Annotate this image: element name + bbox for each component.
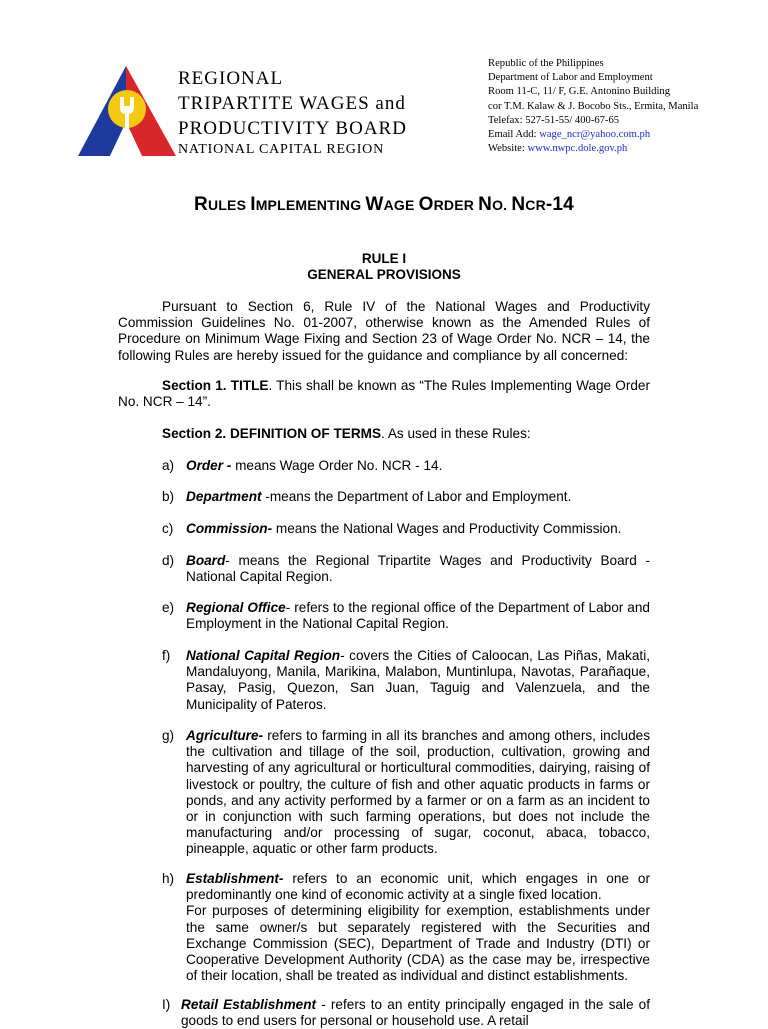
definition-term: Order - [186, 458, 232, 473]
contact-line-1: Republic of the Philippines [488, 58, 604, 69]
definition-term: Department [186, 489, 262, 504]
contact-email-row [488, 128, 698, 142]
definition-term: Commission- [186, 521, 273, 536]
contact-line-4: cor T.M. Kalaw & J. Bocobo Sts., Ermita, Manila [488, 100, 699, 112]
definition-term: Board [186, 553, 226, 568]
website-link[interactable]: www.nwpc.dole.gov.ph [527, 143, 628, 155]
section-1-heading: Section 1. TITLE [162, 378, 269, 393]
email-link[interactable]: wage_ncr@yahoo.com.ph [539, 129, 651, 141]
rule-heading [0, 251, 768, 283]
definition-item: h) Establishment- refers to an economic unit, which engages in one or predominantly one kind of economic activity at a single fixed location. For purposes of determining eligibility for exemption, establishments under the same owner/s but separately registered with the Securities and Exchange Commission (SEC), Department of Trade and Industry (DTI) or Cooperative Development Authority (CDA) as the case may be, irrespective of their location, shall be treated as individual and distinct establishments. [162, 871, 650, 984]
definition-item: b) Department -means the Department of Labor and Employment. [162, 489, 572, 504]
definition-continuation: For purposes of determining eligibility for exemption, establishments under the same owner/s but separately registered with the Securities and Exchange Commission (SEC), Department of Trade and Industry (DTI) or Cooperative Development Authority (CDA) as the case may be, irrespective of their location, shall be treated as individual and distinct establishments. [186, 903, 650, 984]
org-line-1: REGIONAL [178, 68, 284, 89]
section-2-heading: Section 2. DEFINITION OF TERMS [162, 426, 382, 441]
definition-item: I) Retail Establishment - refers to an entity principally engaged in the sale of goods to end users for personal or household use. A retail [162, 997, 650, 1029]
definition-item: c) Commission- means the National Wages and Productivity Commission. [162, 521, 622, 536]
definition-item: e) Regional Office- refers to the regional office of the Department of Labor and Employment in the National Capital Region. [162, 600, 650, 632]
definition-term: Establishment- [186, 871, 284, 886]
org-line-4: NATIONAL CAPITAL REGION [178, 142, 384, 157]
document-title: RULES IMPLEMENTING WAGE ORDER NO. NCR-14 [194, 194, 574, 215]
contact-line-3: Room 11-C, 11/ F, G.E. Antonino Building [488, 86, 671, 98]
contact-block [488, 57, 698, 156]
website-label: Website: [488, 143, 528, 155]
section-2-text: . As used in these Rules: [381, 426, 531, 441]
definition-item: g) Agriculture- refers to farming in all its branches and among others, includes the cultivation and tillage of the soil, production, cultivation, growing and harvesting of any agricultural or horticultural commodities, dairying, raising of livestock or poultry, the culture of fish and other aquatic products in farms or ponds, and any activity performed by a farmer or on a farm as an incident to or in conjunction with such farming operations, but does not include the manufacturing and/or processing of sugar, coconut, abaca, tobacco, pineapple, aquatic or other farm products. [162, 728, 650, 857]
section-1-text: . This shall be known as “The Rules Implementing Wage Order No. NCR – 14”. [118, 378, 650, 410]
definition-item: d) Board- means the Regional Tripartite Wages and Productivity Board - National Capital Region. [162, 553, 650, 585]
definition-term: Retail Establishment [181, 997, 317, 1012]
definition-term: National Capital Region [186, 648, 341, 663]
definition-item: a) Order - means Wage Order No. NCR - 14. [162, 458, 443, 473]
definition-term: Regional Office [186, 600, 286, 615]
rule-number: RULE I [361, 251, 407, 266]
definition-term: Agriculture- [186, 728, 264, 743]
rtwpb-logo [78, 64, 176, 156]
section-1 [118, 378, 650, 410]
org-name [178, 66, 407, 159]
contact-website-row [488, 142, 698, 156]
contact-line-2: Department of Labor and Employment [488, 72, 653, 84]
rule-name: GENERAL PROVISIONS [307, 267, 461, 282]
intro-paragraph: Pursuant to Section 6, Rule IV of the National Wages and Productivity Commission Guidelines No. 01-2007, otherwise known as the Amended Rules of Procedure on Minimum Wage Fixing and Section 23 of Wage Order No. NCR – 14, the following Rules are hereby issued for the guidance and compliance by all concerned: [118, 299, 650, 363]
org-line-3: PRODUCTIVITY BOARD [178, 118, 407, 139]
contact-line-5: Telefax: 527-51-55/ 400-67-65 [488, 114, 620, 126]
org-line-2: TRIPARTITE WAGES and [178, 93, 406, 114]
definition-item: f) National Capital Region- covers the Cities of Caloocan, Las Piñas, Makati, Mandaluyong, Manila, Marikina, Malabon, Muntinlupa, Navotas, Parañaque, Pasay, Pasig, Quezon, San Juan, Taguig and Valenzuela, and the Municipality of Pateros. [162, 648, 650, 712]
section-2 [118, 426, 650, 442]
email-label: Email Add: [488, 129, 540, 141]
